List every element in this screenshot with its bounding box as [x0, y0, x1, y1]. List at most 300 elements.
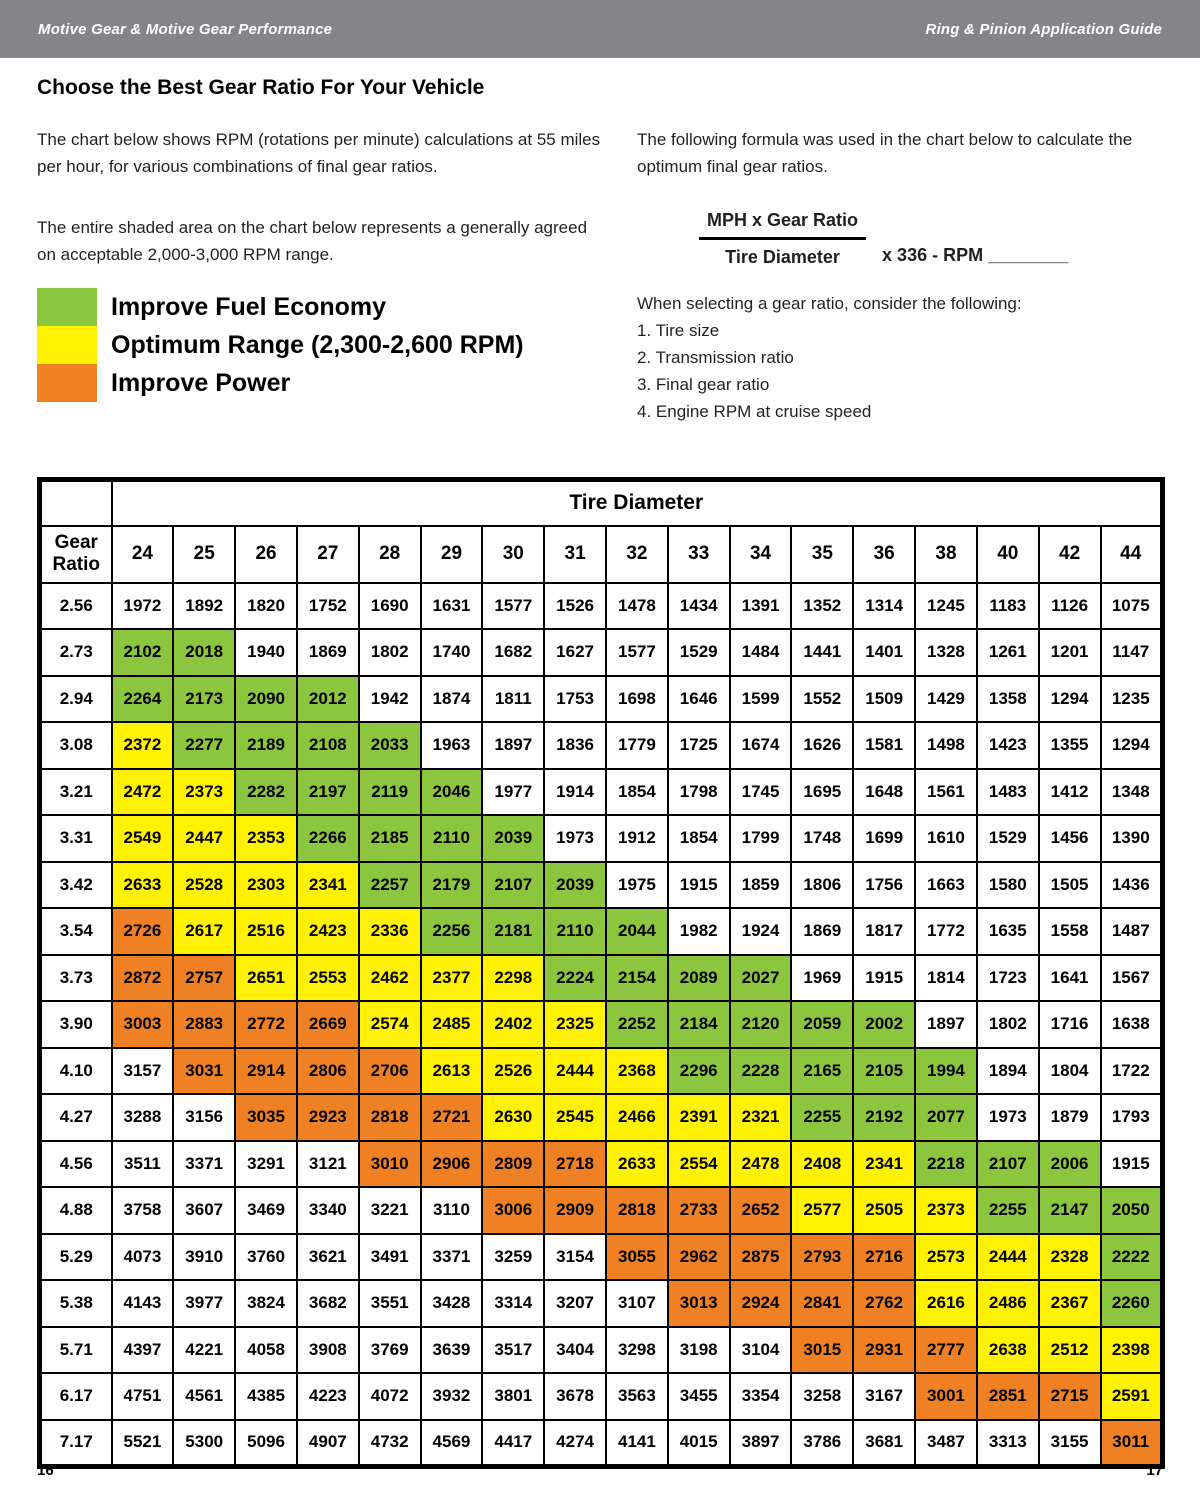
rpm-cell: 2408: [791, 1141, 853, 1188]
color-legend: [37, 288, 602, 402]
rpm-cell: 2851: [977, 1373, 1039, 1420]
rpm-cell: 1982: [668, 908, 730, 955]
rpm-cell: 1690: [359, 583, 421, 630]
table-row: [40, 676, 1163, 723]
rpm-cell: 2303: [235, 862, 297, 909]
rpm-cell: 3607: [173, 1187, 235, 1234]
rpm-cell: 1942: [359, 676, 421, 723]
rpm-cell: 3198: [668, 1327, 730, 1374]
rpm-cell: 2806: [297, 1048, 359, 1095]
rpm-cell: 2108: [297, 722, 359, 769]
rpm-cell: 2715: [1039, 1373, 1101, 1420]
rpm-cell: 3404: [544, 1327, 606, 1374]
rpm-cell: 4221: [173, 1327, 235, 1374]
rpm-cell: 2367: [1039, 1280, 1101, 1327]
rpm-cell: 2398: [1101, 1327, 1163, 1374]
tire-diameter-header: Tire Diameter: [112, 480, 1163, 526]
rpm-cell: 2224: [544, 955, 606, 1002]
rpm-cell: 2107: [482, 862, 544, 909]
rpm-table: [37, 477, 1165, 1469]
gear-ratio-cell: 3.54: [40, 908, 112, 955]
rpm-cell: 1756: [853, 862, 915, 909]
gear-ratio-cell: 6.17: [40, 1373, 112, 1420]
rpm-cell: 1914: [544, 769, 606, 816]
rpm-cell: 1752: [297, 583, 359, 630]
rpm-cell: 2924: [730, 1280, 792, 1327]
rpm-cell: 2341: [297, 862, 359, 909]
rpm-cell: 2472: [112, 769, 174, 816]
rpm-cell: 1924: [730, 908, 792, 955]
rpm-cell: 2553: [297, 955, 359, 1002]
rpm-cell: 2179: [421, 862, 483, 909]
rpm-cell: 2757: [173, 955, 235, 1002]
rpm-cell: 2006: [1039, 1141, 1101, 1188]
intro-left-column: [37, 126, 602, 425]
rpm-cell: 1390: [1101, 815, 1163, 862]
rpm-cell: 1806: [791, 862, 853, 909]
rpm-cell: 1577: [482, 583, 544, 630]
tire-size-header: 33: [668, 526, 730, 583]
rpm-table-head: [40, 480, 1163, 583]
rpm-cell: 4385: [235, 1373, 297, 1420]
rpm-cell: 1869: [297, 629, 359, 676]
table-corner-cell: [40, 480, 112, 526]
rpm-cell: 2706: [359, 1048, 421, 1095]
rpm-cell: 1854: [668, 815, 730, 862]
table-row: [40, 908, 1163, 955]
rpm-cell: 2909: [544, 1187, 606, 1234]
table-row: [40, 1001, 1163, 1048]
rpm-cell: 1441: [791, 629, 853, 676]
rpm-cell: 1814: [915, 955, 977, 1002]
rpm-cell: 2818: [359, 1094, 421, 1141]
rpm-cell: 2373: [173, 769, 235, 816]
rpm-cell: 4569: [421, 1420, 483, 1467]
rpm-cell: 1529: [977, 815, 1039, 862]
rpm-cell: 2931: [853, 1327, 915, 1374]
green-swatch: [37, 288, 97, 326]
rpm-cell: 1487: [1101, 908, 1163, 955]
rpm-cell: 1915: [853, 955, 915, 1002]
rpm-cell: 1641: [1039, 955, 1101, 1002]
rpm-cell: 3371: [421, 1234, 483, 1281]
rpm-cell: 2328: [1039, 1234, 1101, 1281]
rpm-cell: 3055: [606, 1234, 668, 1281]
rpm-cell: 2716: [853, 1234, 915, 1281]
rpm-cell: 3371: [173, 1141, 235, 1188]
rpm-cell: 1581: [853, 722, 915, 769]
rpm-cell: 2059: [791, 1001, 853, 1048]
legend-row-power: [37, 364, 602, 402]
rpm-cell: 2372: [112, 722, 174, 769]
rpm-cell: 3682: [297, 1280, 359, 1327]
rpm-cell: 3031: [173, 1048, 235, 1095]
rpm-cell: 3313: [977, 1420, 1039, 1467]
rpm-cell: 1663: [915, 862, 977, 909]
rpm-cell: 3258: [791, 1373, 853, 1420]
rpm-cell: 2462: [359, 955, 421, 1002]
tire-size-header: 32: [606, 526, 668, 583]
rpm-cell: 3910: [173, 1234, 235, 1281]
rpm-cell: 2423: [297, 908, 359, 955]
rpm-cell: 3288: [112, 1094, 174, 1141]
rpm-cell: 1940: [235, 629, 297, 676]
rpm-cell: 1804: [1039, 1048, 1101, 1095]
page-number-right: 17: [1146, 1462, 1163, 1479]
rpm-cell: 2526: [482, 1048, 544, 1095]
rpm-cell: 1436: [1101, 862, 1163, 909]
rpm-cell: 2633: [112, 862, 174, 909]
rpm-cell: 2718: [544, 1141, 606, 1188]
rpm-cell: 1147: [1101, 629, 1163, 676]
page-header-bar: [0, 0, 1200, 58]
rpm-cell: 1879: [1039, 1094, 1101, 1141]
rpm-cell: 2264: [112, 676, 174, 723]
considerations-title: When selecting a gear ratio, consider the following:: [637, 294, 1022, 313]
table-row: [40, 1420, 1163, 1467]
table-row: [40, 1141, 1163, 1188]
rpm-cell: 2444: [544, 1048, 606, 1095]
tire-size-header: 30: [482, 526, 544, 583]
rpm-cell: 3621: [297, 1234, 359, 1281]
rpm-cell: 1915: [668, 862, 730, 909]
rpm-cell: 3455: [668, 1373, 730, 1420]
rpm-cell: 2110: [421, 815, 483, 862]
rpm-cell: 1526: [544, 583, 606, 630]
rpm-cell: 1973: [544, 815, 606, 862]
rpm-cell: 1854: [606, 769, 668, 816]
page-title: Choose the Best Gear Ratio For Your Vehicle: [37, 76, 485, 99]
rpm-cell: 2818: [606, 1187, 668, 1234]
rpm-cell: 2574: [359, 1001, 421, 1048]
rpm-cell: 1646: [668, 676, 730, 723]
rpm-cell: 1358: [977, 676, 1039, 723]
gear-ratio-cell: 2.94: [40, 676, 112, 723]
intro-columns: [37, 126, 1163, 425]
rpm-cell: 1631: [421, 583, 483, 630]
rpm-cell: 2197: [297, 769, 359, 816]
gear-ratio-cell: 7.17: [40, 1420, 112, 1467]
table-row: [40, 1373, 1163, 1420]
rpm-cell: 2228: [730, 1048, 792, 1095]
rpm-cell: 1627: [544, 629, 606, 676]
rpm-cell: 1648: [853, 769, 915, 816]
rpm-cell: 1793: [1101, 1094, 1163, 1141]
rpm-cell: 2669: [297, 1001, 359, 1048]
rpm-cell: 3681: [853, 1420, 915, 1467]
rpm-cell: 3013: [668, 1280, 730, 1327]
gear-ratio-cell: 3.31: [40, 815, 112, 862]
rpm-cell: 2554: [668, 1141, 730, 1188]
rpm-cell: 3154: [544, 1234, 606, 1281]
rpm-cell: 2105: [853, 1048, 915, 1095]
rpm-cell: 3428: [421, 1280, 483, 1327]
rpm-cell: 1355: [1039, 722, 1101, 769]
rpm-cell: 2192: [853, 1094, 915, 1141]
consideration-item: 2. Transmission ratio: [637, 348, 794, 367]
rpm-cell: 3156: [173, 1094, 235, 1141]
rpm-cell: 2528: [173, 862, 235, 909]
tire-size-header: 29: [421, 526, 483, 583]
rpm-cell: 1483: [977, 769, 1039, 816]
tire-size-header: 27: [297, 526, 359, 583]
rpm-cell: 3908: [297, 1327, 359, 1374]
rpm-cell: 1820: [235, 583, 297, 630]
rpm-cell: 1552: [791, 676, 853, 723]
rpm-cell: 3977: [173, 1280, 235, 1327]
rpm-cell: 2652: [730, 1187, 792, 1234]
page-footer: [37, 1462, 1163, 1479]
rpm-cell: 3517: [482, 1327, 544, 1374]
rpm-cell: 2549: [112, 815, 174, 862]
rpm-cell: 1802: [977, 1001, 1039, 1048]
rpm-cell: 1674: [730, 722, 792, 769]
rpm-cell: 4397: [112, 1327, 174, 1374]
rpm-cell: 2793: [791, 1234, 853, 1281]
rpm-cell: 2516: [235, 908, 297, 955]
rpm-cell: 2772: [235, 1001, 297, 1048]
consideration-item: 4. Engine RPM at cruise speed: [637, 402, 872, 421]
rpm-cell: 1772: [915, 908, 977, 955]
rpm-cell: 1529: [668, 629, 730, 676]
rpm-cell: 4141: [606, 1420, 668, 1467]
rpm-cell: 4561: [173, 1373, 235, 1420]
rpm-cell: 3758: [112, 1187, 174, 1234]
rpm-cell: 2914: [235, 1048, 297, 1095]
tire-size-header: 40: [977, 526, 1039, 583]
rpm-cell: 1294: [1039, 676, 1101, 723]
rpm-cell: 2478: [730, 1141, 792, 1188]
rpm-cell: 1423: [977, 722, 1039, 769]
rpm-cell: 4143: [112, 1280, 174, 1327]
rpm-cell: 1802: [359, 629, 421, 676]
rpm-cell: 2336: [359, 908, 421, 955]
rpm-cell: 3104: [730, 1327, 792, 1374]
rpm-cell: 2545: [544, 1094, 606, 1141]
gear-ratio-cell: 3.73: [40, 955, 112, 1002]
rpm-cell: 2447: [173, 815, 235, 862]
rpm-cell: 1723: [977, 955, 1039, 1002]
rpm-cell: 1401: [853, 629, 915, 676]
rpm-cell: 2591: [1101, 1373, 1163, 1420]
rpm-cell: 1599: [730, 676, 792, 723]
rpm-cell: 2962: [668, 1234, 730, 1281]
rpm-cell: 2255: [977, 1187, 1039, 1234]
rpm-cell: 3107: [606, 1280, 668, 1327]
rpm-cell: 2809: [482, 1141, 544, 1188]
rpm-cell: 4417: [482, 1420, 544, 1467]
rpm-cell: 3121: [297, 1141, 359, 1188]
rpm-cell: 3011: [1101, 1420, 1163, 1467]
rpm-cell: 3511: [112, 1141, 174, 1188]
yellow-swatch: [37, 326, 97, 364]
rpm-cell: 1915: [1101, 1141, 1163, 1188]
rpm-cell: 2444: [977, 1234, 1039, 1281]
rpm-cell: 1973: [977, 1094, 1039, 1141]
rpm-cell: 5521: [112, 1420, 174, 1467]
rpm-cell: 2260: [1101, 1280, 1163, 1327]
rpm-cell: 4058: [235, 1327, 297, 1374]
rpm-cell: 2184: [668, 1001, 730, 1048]
rpm-cell: 3678: [544, 1373, 606, 1420]
rpm-cell: 3932: [421, 1373, 483, 1420]
rpm-cell: 2391: [668, 1094, 730, 1141]
tire-size-header: 35: [791, 526, 853, 583]
legend-label-power: Improve Power: [111, 368, 291, 397]
rpm-cell: 2039: [482, 815, 544, 862]
formula-denominator: Tire Diameter: [725, 247, 840, 267]
rpm-cell: 1261: [977, 629, 1039, 676]
table-row: [40, 862, 1163, 909]
rpm-cell: 3015: [791, 1327, 853, 1374]
table-row: [40, 955, 1163, 1002]
formula-fraction: [699, 210, 866, 268]
rpm-cell: 1561: [915, 769, 977, 816]
rpm-cell: 3491: [359, 1234, 421, 1281]
rpm-cell: 1798: [668, 769, 730, 816]
formula-suffix: x 336 - RPM ________: [882, 245, 1069, 265]
rpm-cell: 2189: [235, 722, 297, 769]
rpm-cell: 3291: [235, 1141, 297, 1188]
rpm-cell: 1977: [482, 769, 544, 816]
rpm-cell: 1963: [421, 722, 483, 769]
rpm-cell: 5300: [173, 1420, 235, 1467]
rpm-cell: 1352: [791, 583, 853, 630]
rpm-cell: 4072: [359, 1373, 421, 1420]
rpm-cell: 1682: [482, 629, 544, 676]
rpm-cell: 2044: [606, 908, 668, 955]
rpm-cell: 2651: [235, 955, 297, 1002]
tire-size-header: 42: [1039, 526, 1101, 583]
rpm-cell: 2107: [977, 1141, 1039, 1188]
rpm-cell: 3006: [482, 1187, 544, 1234]
rpm-cell: 1558: [1039, 908, 1101, 955]
rpm-cell: 1478: [606, 583, 668, 630]
rpm-cell: 2252: [606, 1001, 668, 1048]
gear-ratio-cell: 4.27: [40, 1094, 112, 1141]
rpm-cell: 4223: [297, 1373, 359, 1420]
rpm-cell: 1509: [853, 676, 915, 723]
rpm-cell: 3298: [606, 1327, 668, 1374]
rpm-cell: 2486: [977, 1280, 1039, 1327]
rpm-cell: 2325: [544, 1001, 606, 1048]
tire-size-header: 28: [359, 526, 421, 583]
rpm-cell: 1972: [112, 583, 174, 630]
rpm-cell: 4274: [544, 1420, 606, 1467]
rpm-cell: 2872: [112, 955, 174, 1002]
rpm-cell: 2050: [1101, 1187, 1163, 1234]
rpm-cell: 2173: [173, 676, 235, 723]
rpm-cell: 1897: [482, 722, 544, 769]
rpm-cell: 1235: [1101, 676, 1163, 723]
rpm-cell: 2577: [791, 1187, 853, 1234]
rpm-cell: 2321: [730, 1094, 792, 1141]
rpm-cell: 3551: [359, 1280, 421, 1327]
rpm-cell: 1748: [791, 815, 853, 862]
rpm-cell: 1456: [1039, 815, 1101, 862]
rpm-cell: 1874: [421, 676, 483, 723]
rpm-cell: 1498: [915, 722, 977, 769]
rpm-cell: 3354: [730, 1373, 792, 1420]
gear-ratio-cell: 5.71: [40, 1327, 112, 1374]
rpm-cell: 3786: [791, 1420, 853, 1467]
intro-paragraph-1: The chart below shows RPM (rotations per minute) calculations at 55 miles per hour, for various combinations of final gear ratios.: [37, 130, 601, 176]
tire-size-header: 38: [915, 526, 977, 583]
rpm-cell: 3035: [235, 1094, 297, 1141]
rpm-cell: 2733: [668, 1187, 730, 1234]
table-row: [40, 1187, 1163, 1234]
rpm-cell: 2883: [173, 1001, 235, 1048]
page-number-left: 16: [37, 1462, 54, 1479]
page-content: [0, 76, 1200, 1469]
rpm-cell: 1183: [977, 583, 1039, 630]
rpm-cell: 1699: [853, 815, 915, 862]
rpm-table-body: [40, 583, 1163, 1467]
rpm-cell: 3801: [482, 1373, 544, 1420]
rpm-cell: 4073: [112, 1234, 174, 1281]
rpm-cell: 1580: [977, 862, 1039, 909]
rpm-cell: 1391: [730, 583, 792, 630]
table-row: [40, 1280, 1163, 1327]
rpm-cell: 2368: [606, 1048, 668, 1095]
rpm-cell: 2102: [112, 629, 174, 676]
rpm-cell: 1245: [915, 583, 977, 630]
rpm-cell: 2120: [730, 1001, 792, 1048]
table-row: [40, 1048, 1163, 1095]
rpm-cell: 1836: [544, 722, 606, 769]
gear-ratio-formula: [699, 210, 1163, 268]
table-row: [40, 1234, 1163, 1281]
rpm-cell: 2373: [915, 1187, 977, 1234]
rpm-cell: 1484: [730, 629, 792, 676]
rpm-cell: 2512: [1039, 1327, 1101, 1374]
rpm-cell: 2353: [235, 815, 297, 862]
rpm-cell: 1912: [606, 815, 668, 862]
rpm-cell: 2377: [421, 955, 483, 1002]
consideration-item: 1. Tire size: [637, 321, 720, 340]
rpm-cell: 3639: [421, 1327, 483, 1374]
rpm-cell: 1779: [606, 722, 668, 769]
legend-row-fuel-economy: [37, 288, 602, 326]
rpm-cell: 1126: [1039, 583, 1101, 630]
rpm-cell: 2002: [853, 1001, 915, 1048]
legend-row-optimum-range: [37, 326, 602, 364]
rpm-cell: 3110: [421, 1187, 483, 1234]
rpm-cell: 5096: [235, 1420, 297, 1467]
rpm-cell: 1075: [1101, 583, 1163, 630]
header-right-title: Ring & Pinion Application Guide: [925, 20, 1162, 38]
rpm-cell: 2906: [421, 1141, 483, 1188]
rpm-cell: 2033: [359, 722, 421, 769]
orange-swatch: [37, 364, 97, 402]
rpm-cell: 3563: [606, 1373, 668, 1420]
rpm-cell: 2027: [730, 955, 792, 1002]
rpm-cell: 2485: [421, 1001, 483, 1048]
rpm-cell: 4732: [359, 1420, 421, 1467]
rpm-cell: 2638: [977, 1327, 1039, 1374]
rpm-cell: 2256: [421, 908, 483, 955]
rpm-cell: 4751: [112, 1373, 174, 1420]
legend-label-fuel-economy: Improve Fuel Economy: [111, 292, 387, 321]
rpm-cell: 1894: [977, 1048, 1039, 1095]
table-row: [40, 815, 1163, 862]
rpm-cell: 1859: [730, 862, 792, 909]
rpm-cell: 2721: [421, 1094, 483, 1141]
rpm-cell: 3314: [482, 1280, 544, 1327]
rpm-cell: 2341: [853, 1141, 915, 1188]
rpm-cell: 1201: [1039, 629, 1101, 676]
rpm-cell: 3221: [359, 1187, 421, 1234]
